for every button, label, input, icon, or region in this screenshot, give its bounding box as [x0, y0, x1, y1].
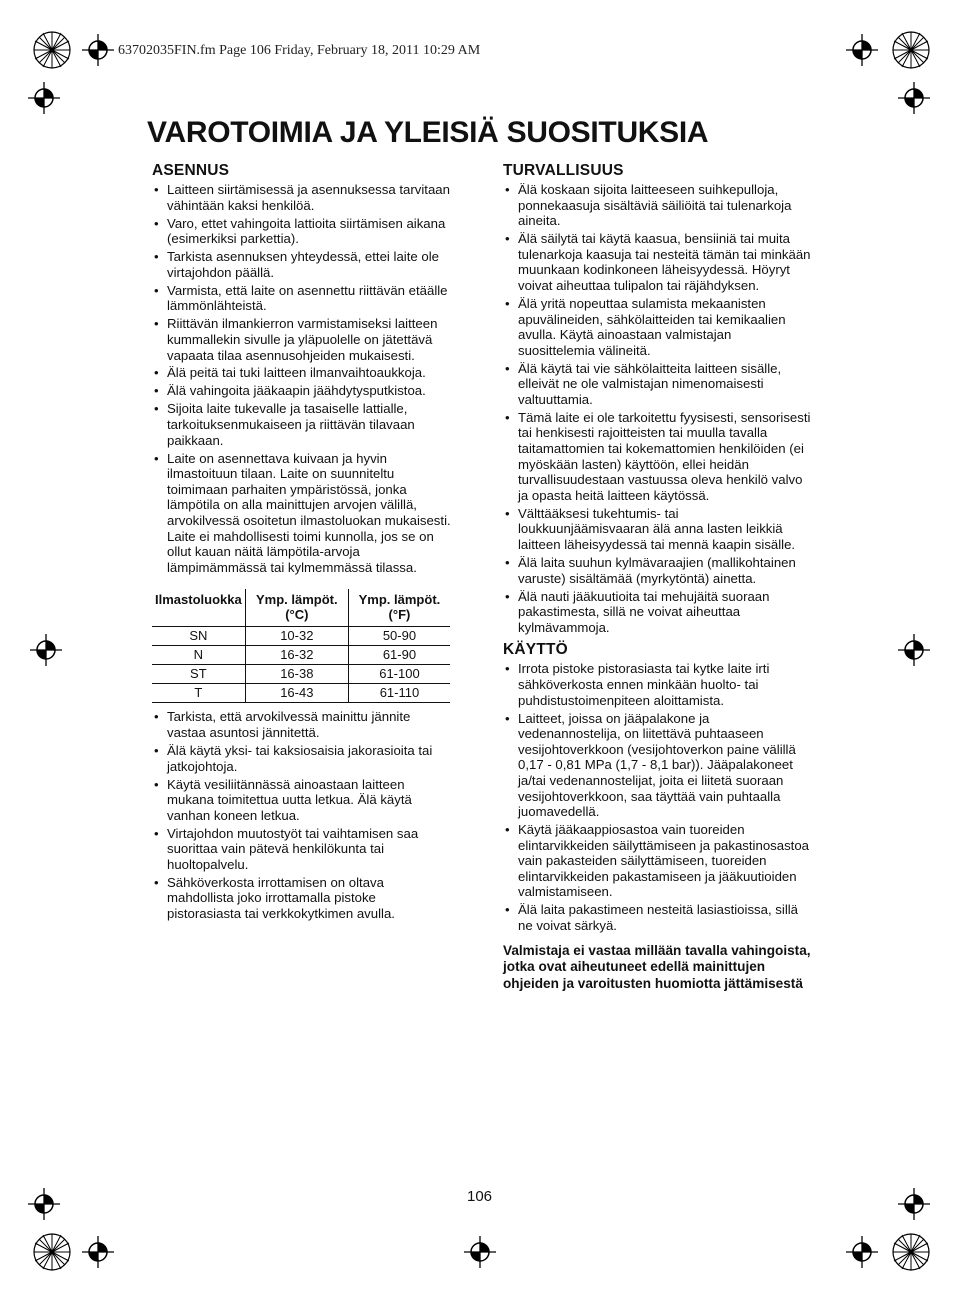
table-cell: 16-38 — [245, 665, 348, 684]
table-row — [152, 646, 450, 665]
left-column — [152, 162, 452, 924]
list-item: • Irrota pistoke pistorasiasta tai kytke laite irti sähköverkosta ennen minkään huolto- tai puhdistustoimenpiteen aloittamista. — [503, 661, 811, 708]
crosshair-mark-bottom-center — [464, 1236, 496, 1268]
table-cell: 10-32 — [245, 627, 348, 646]
right-column — [503, 162, 811, 1006]
crosshair-mark-upper-right — [898, 82, 930, 114]
table-row — [152, 627, 450, 646]
section-heading-asennus: ASENNUS — [152, 162, 230, 179]
list-item: • Virtajohdon muutostyöt tai vaihtamisen saa suorittaa vain pätevä henkilökunta tai huoltopalvelu. — [152, 826, 452, 873]
print-header: 63702035FIN.fm Page 106 Friday, February 18, 2011 10:29 AM — [118, 43, 481, 58]
table-cell: 61-100 — [348, 665, 450, 684]
list-item: • Varmista, että laite on asennettu riittävän etäälle lämmönlähteistä. — [152, 283, 452, 314]
starburst-mark-bottom-left — [32, 1232, 72, 1272]
asennus-list — [152, 182, 452, 575]
list-item: • Käytä vesiliitännässä ainoastaan laitteen mukana toimitettua uutta letkua. Älä käytä vanhan koneen letkua. — [152, 777, 452, 824]
table-cell: 61-110 — [348, 684, 450, 703]
crosshair-mark-mid-right — [898, 634, 930, 666]
section-heading-kaytto: KÄYTTÖ — [503, 641, 568, 659]
table-row — [152, 684, 450, 703]
page-title: VAROTOIMIA JA YLEISIÄ SUOSITUKSIA — [147, 116, 709, 149]
column-header: Ymp. lämpöt. (°F) — [348, 589, 450, 627]
table-cell: SN — [152, 627, 245, 646]
crosshair-mark-lower-left — [28, 1188, 60, 1220]
crosshair-mark-upper-left — [28, 82, 60, 114]
list-item: • Älä koskaan sijoita laitteeseen suihkepulloja, ponnekaasuja sisältäviä säiliöitä tai tulenarkoja aineita. — [503, 182, 811, 229]
turvallisuus-list — [503, 182, 811, 635]
page-number: 106 — [467, 1188, 493, 1205]
list-item: • Laite on asennettava kuivaan ja hyvin ilmastoituun tilaan. Laite on suunniteltu toimimaan parhaiten ympäristössä, jonka lämpötila on alla mainittujen arvojen välillä, arvokilvessä osoitetun ilmastoluokan mukaisesti. Laite ei mahdollisesti toimi kunnolla, jos se on ollut kauan näitä lämpötila-arvoja lämpimämmässä tai kylmemmässä tilassa. — [152, 451, 452, 576]
table-cell: T — [152, 684, 245, 703]
crosshair-mark-mid-left — [30, 634, 62, 666]
table-cell: 16-32 — [245, 646, 348, 665]
list-item: • Älä yritä nopeuttaa sulamista mekaanisten apuvälineiden, sähkölaitteiden tai kemikaalien avulla. Käytä ainoastaan valmistajan suosittelemia välineitä. — [503, 296, 811, 358]
list-item: • Sähköverkosta irrottamisen on oltava mahdollista joko irrottamalla pistoke pistorasiasta tai verkkokytkimen avulla. — [152, 875, 452, 922]
list-item: • Laitteet, joissa on jääpalakone ja vedenannostelija, on liitettävä puhtaaseen vesijohtoverkkoon (vesijohtoverkon paine välillä 0,17 - 0,81 MPa (1,7 - 8,1 bar)). Jääpalakoneet ja/tai vedenannostelijat, joita ei liitetä suoraan vesijohtoverkkoon, saa täyttää vain puhtaalla juomavedellä. — [503, 711, 811, 820]
list-item: • Välttääksesi tukehtumis- tai loukkuunjäämisvaaran älä anna lasten leikkiä laitteen läheisyydessä tai mennä kaapin sisälle. — [503, 506, 811, 553]
list-item: • Älä peitä tai tuki laitteen ilmanvaihtoaukkoja. — [152, 365, 452, 381]
kaytto-list — [503, 661, 811, 933]
list-item: • Älä laita suuhun kylmävaraajien (mallikohtainen varuste) sisältämää (myrkytöntä) ainetta. — [503, 555, 811, 586]
table-cell: 50-90 — [348, 627, 450, 646]
list-item: • Riittävän ilmankierron varmistamiseksi laitteen kummallekin sivulle ja yläpuolelle on jätettävä vapaata tilaa asennusohjeiden mukaisesti. — [152, 316, 452, 363]
list-item: • Tarkista, että arvokilvessä mainittu jännite vastaa asuntosi jännitettä. — [152, 709, 452, 740]
column-header: Ilmastoluokka — [152, 589, 245, 627]
table-cell: 16-43 — [245, 684, 348, 703]
list-item: • Älä nauti jääkuutioita tai mehujäitä suoraan pakastimesta, sillä ne voivat aiheuttaa kylmävammoja. — [503, 589, 811, 636]
starburst-mark-top-right — [891, 30, 931, 70]
table-cell: ST — [152, 665, 245, 684]
list-item: • Älä käytä tai vie sähkölaitteita laitteen sisälle, elleivät ne ole valmistajan nimenomaisesti valtuuttamia. — [503, 361, 811, 408]
starburst-mark-top-left — [32, 30, 72, 70]
crosshair-mark-lower-right — [898, 1188, 930, 1220]
list-item: • Sijoita laite tukevalle ja tasaiselle lattialle, tarkoituksenmukaiseen ja riittävän tilavaan paikkaan. — [152, 401, 452, 448]
starburst-mark-bottom-right — [891, 1232, 931, 1272]
table-row — [152, 665, 450, 684]
list-item: • Varo, ettet vahingoita lattioita siirtämisen aikana (esimerkiksi parkettia). — [152, 216, 452, 247]
crosshair-mark-bottom-left — [82, 1236, 114, 1268]
crosshair-mark-top-right — [846, 34, 878, 66]
list-item: • Älä laita pakastimeen nesteitä lasiastioissa, sillä ne voivat särkyä. — [503, 902, 811, 933]
list-item: • Älä käytä yksi- tai kaksiosaisia jakorasioita tai jatkojohtoja. — [152, 743, 452, 774]
list-item: • Tämä laite ei ole tarkoitettu fyysisesti, sensorisesti tai henkisesti rajoitteisten tai muulla tavalla taitamattomien tai kokemattomien henkilöiden (ei myöskään lasten) käyttöön, ellei heidän turvallisuudestaan vastuussa oleva henkilö valvo ja opasta heitä laitteen käytössä. — [503, 410, 811, 504]
electrical-list — [152, 709, 452, 921]
table-cell: N — [152, 646, 245, 665]
list-item: • Älä vahingoita jääkaapin jäähdytysputkistoa. — [152, 383, 452, 399]
crosshair-mark-top-left — [82, 34, 114, 66]
section-heading-turvallisuus: TURVALLISUUS — [503, 162, 624, 179]
climate-class-table — [152, 589, 450, 703]
list-item: • Käytä jääkaappiosastoa vain tuoreiden elintarvikkeiden säilyttämiseen ja pakastinosastoa vain pakasteiden säilyttämiseen, tuoreiden elintarvikkeiden pakastamiseen ja jääkuutioiden valmistamiseen. — [503, 822, 811, 900]
table-header-row — [152, 589, 450, 627]
list-item: • Älä säilytä tai käytä kaasua, bensiiniä tai muita tulenarkoja kaasuja tai nesteitä tämän tai minkään muunkaan kodinkoneen läheisyydessä. Höyryt voivat aiheuttaa tulipalon tai räjähdyksen. — [503, 231, 811, 293]
column-header: Ymp. lämpöt. (°C) — [245, 589, 348, 627]
disclaimer-text: Valmistaja ei vastaa millään tavalla vahingoista, jotka ovat aiheutuneet edellä mainittujen ohjeiden ja varoitusten huomiotta jättämisestä — [503, 942, 811, 991]
list-item: • Laitteen siirtämisessä ja asennuksessa tarvitaan vähintään kaksi henkilöä. — [152, 182, 452, 213]
table-cell: 61-90 — [348, 646, 450, 665]
list-item: • Tarkista asennuksen yhteydessä, ettei laite ole virtajohdon päällä. — [152, 249, 452, 280]
crosshair-mark-bottom-right — [846, 1236, 878, 1268]
